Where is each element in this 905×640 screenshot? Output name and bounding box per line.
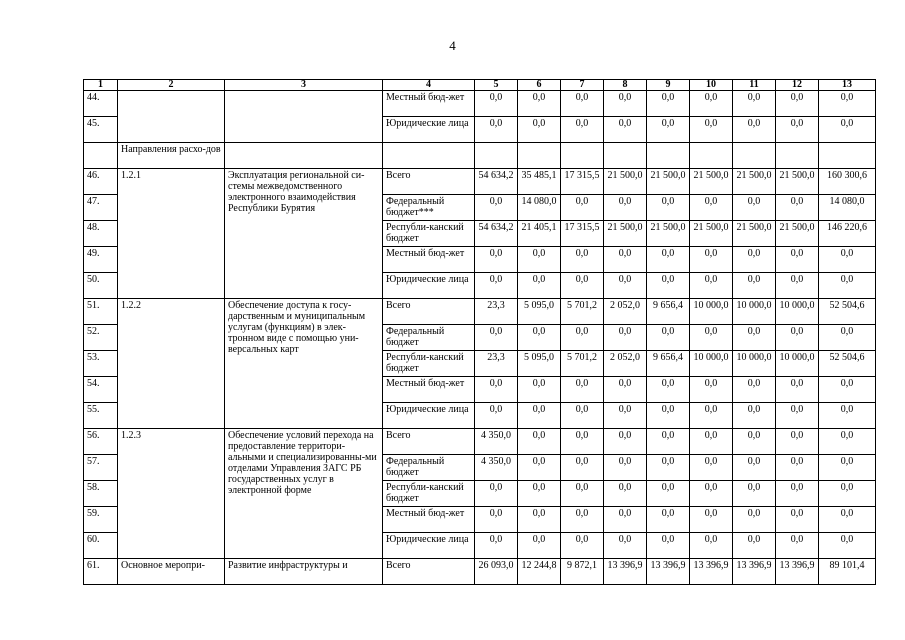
measure-code: 1.2.1 [118, 169, 225, 299]
amount-cell: 9 656,4 [647, 351, 690, 377]
amount-cell: 0,0 [561, 273, 604, 299]
amount-cell: 0,0 [604, 507, 647, 533]
amount-cell: 0,0 [819, 533, 876, 559]
funding-source: Всего [383, 169, 475, 195]
amount-cell: 0,0 [733, 455, 776, 481]
amount-cell: 12 244,8 [518, 559, 561, 585]
amount-cell: 0,0 [733, 481, 776, 507]
row-number: 55. [84, 403, 118, 429]
header-cell: 3 [225, 80, 383, 91]
amount-cell: 0,0 [647, 91, 690, 117]
amount-cell: 0,0 [561, 429, 604, 455]
empty-cell [647, 143, 690, 169]
amount-cell: 0,0 [604, 377, 647, 403]
budget-table [83, 79, 876, 585]
amount-cell: 0,0 [733, 429, 776, 455]
amount-cell: 35 485,1 [518, 169, 561, 195]
amount-cell: 10 000,0 [776, 351, 819, 377]
funding-source: Всего [383, 299, 475, 325]
amount-cell: 0,0 [819, 377, 876, 403]
header-cell: 8 [604, 80, 647, 91]
amount-cell: 0,0 [733, 91, 776, 117]
amount-cell: 0,0 [475, 273, 518, 299]
amount-cell: 0,0 [604, 429, 647, 455]
funding-source: Всего [383, 559, 475, 585]
amount-cell: 0,0 [690, 507, 733, 533]
amount-cell: 5 095,0 [518, 351, 561, 377]
amount-cell: 10 000,0 [690, 351, 733, 377]
amount-cell: 2 052,0 [604, 351, 647, 377]
amount-cell: 0,0 [733, 117, 776, 143]
measure-code: 1.2.3 [118, 429, 225, 559]
amount-cell: 0,0 [604, 481, 647, 507]
funding-source: Республи-канский бюджет [383, 221, 475, 247]
amount-cell: 0,0 [690, 325, 733, 351]
amount-cell: 0,0 [690, 117, 733, 143]
amount-cell: 0,0 [690, 247, 733, 273]
amount-cell: 0,0 [475, 91, 518, 117]
amount-cell: 17 315,5 [561, 221, 604, 247]
amount-cell: 0,0 [690, 403, 733, 429]
header-cell: 2 [118, 80, 225, 91]
amount-cell: 13 396,9 [604, 559, 647, 585]
amount-cell: 0,0 [819, 247, 876, 273]
amount-cell: 0,0 [475, 533, 518, 559]
header-cell: 4 [383, 80, 475, 91]
header-cell: 5 [475, 80, 518, 91]
funding-source: Всего [383, 429, 475, 455]
amount-cell: 13 396,9 [733, 559, 776, 585]
header-cell: 9 [647, 80, 690, 91]
row-number [84, 143, 118, 169]
row-number: 47. [84, 195, 118, 221]
amount-cell: 0,0 [561, 507, 604, 533]
amount-cell: 21 405,1 [518, 221, 561, 247]
header-cell: 7 [561, 80, 604, 91]
table-body [84, 91, 876, 585]
row-number: 54. [84, 377, 118, 403]
amount-cell: 0,0 [647, 533, 690, 559]
amount-cell: 0,0 [561, 533, 604, 559]
empty-cell [518, 143, 561, 169]
section-label: Направления расхо-дов [118, 143, 225, 169]
amount-cell: 54 634,2 [475, 169, 518, 195]
amount-cell: 0,0 [475, 117, 518, 143]
amount-cell: 0,0 [475, 403, 518, 429]
amount-cell: 0,0 [647, 455, 690, 481]
amount-cell: 0,0 [475, 247, 518, 273]
page-number: 4 [449, 38, 456, 53]
header-cell: 1 [84, 80, 118, 91]
amount-cell: 0,0 [604, 533, 647, 559]
measure-description: Обеспечение условий перехода на предоставление территори-альными и специализированны-ми отделами Управления ЗАГС РБ государственных услуг в электронной форме [225, 429, 383, 559]
amount-cell: 0,0 [561, 455, 604, 481]
amount-cell: 0,0 [604, 247, 647, 273]
amount-cell: 0,0 [647, 273, 690, 299]
amount-cell: 0,0 [518, 273, 561, 299]
amount-cell: 10 000,0 [733, 351, 776, 377]
amount-cell: 0,0 [776, 481, 819, 507]
amount-cell: 10 000,0 [776, 299, 819, 325]
row-number: 56. [84, 429, 118, 455]
empty-cell [690, 143, 733, 169]
empty-cell [733, 143, 776, 169]
amount-cell: 0,0 [647, 377, 690, 403]
funding-source: Юридические лица [383, 533, 475, 559]
amount-cell: 0,0 [776, 273, 819, 299]
amount-cell: 0,0 [647, 247, 690, 273]
empty-cell [225, 143, 383, 169]
empty-cell [604, 143, 647, 169]
amount-cell: 0,0 [647, 325, 690, 351]
funding-source: Федеральный бюджет [383, 325, 475, 351]
amount-cell: 0,0 [819, 117, 876, 143]
amount-cell: 0,0 [819, 481, 876, 507]
amount-cell: 89 101,4 [819, 559, 876, 585]
amount-cell: 0,0 [475, 325, 518, 351]
amount-cell: 0,0 [518, 455, 561, 481]
amount-cell: 21 500,0 [690, 169, 733, 195]
amount-cell: 5 701,2 [561, 351, 604, 377]
amount-cell: 5 701,2 [561, 299, 604, 325]
empty-cell [819, 143, 876, 169]
amount-cell: 0,0 [604, 91, 647, 117]
amount-cell: 0,0 [690, 481, 733, 507]
amount-cell: 0,0 [776, 117, 819, 143]
amount-cell: 0,0 [561, 377, 604, 403]
amount-cell: 0,0 [690, 377, 733, 403]
amount-cell: 0,0 [690, 91, 733, 117]
row-number: 48. [84, 221, 118, 247]
table-row [84, 169, 876, 195]
amount-cell: 21 500,0 [604, 221, 647, 247]
amount-cell: 0,0 [690, 273, 733, 299]
amount-cell: 23,3 [475, 299, 518, 325]
row-number: 58. [84, 481, 118, 507]
amount-cell: 0,0 [604, 325, 647, 351]
amount-cell: 0,0 [733, 247, 776, 273]
row-number: 57. [84, 455, 118, 481]
amount-cell: 0,0 [604, 117, 647, 143]
header-cell: 6 [518, 80, 561, 91]
amount-cell: 146 220,6 [819, 221, 876, 247]
funding-source: Местный бюд-жет [383, 91, 475, 117]
row-number: 61. [84, 559, 118, 585]
amount-cell: 9 872,1 [561, 559, 604, 585]
measure-description: Обеспечение доступа к госу-дарственным и муниципальным услугам (функциям) в элек-тронном виде с помощью уни-версальных карт [225, 299, 383, 429]
row-number: 60. [84, 533, 118, 559]
amount-cell: 0,0 [776, 377, 819, 403]
amount-cell: 10 000,0 [733, 299, 776, 325]
amount-cell: 21 500,0 [776, 221, 819, 247]
amount-cell: 0,0 [518, 481, 561, 507]
amount-cell: 160 300,6 [819, 169, 876, 195]
amount-cell: 0,0 [647, 429, 690, 455]
amount-cell: 52 504,6 [819, 299, 876, 325]
funding-source: Юридические лица [383, 403, 475, 429]
funding-source: Местный бюд-жет [383, 507, 475, 533]
amount-cell: 26 093,0 [475, 559, 518, 585]
amount-cell: 0,0 [561, 195, 604, 221]
amount-cell: 52 504,6 [819, 351, 876, 377]
empty-cell [383, 143, 475, 169]
amount-cell: 0,0 [776, 429, 819, 455]
row-number: 52. [84, 325, 118, 351]
amount-cell: 0,0 [604, 403, 647, 429]
row-number: 46. [84, 169, 118, 195]
funding-source: Местный бюд-жет [383, 377, 475, 403]
amount-cell: 0,0 [561, 325, 604, 351]
header-cell: 13 [819, 80, 876, 91]
amount-cell: 0,0 [518, 325, 561, 351]
funding-source: Юридические лица [383, 117, 475, 143]
amount-cell: 0,0 [604, 273, 647, 299]
amount-cell: 9 656,4 [647, 299, 690, 325]
amount-cell: 4 350,0 [475, 455, 518, 481]
amount-cell: 0,0 [647, 117, 690, 143]
amount-cell: 0,0 [647, 507, 690, 533]
amount-cell: 0,0 [776, 403, 819, 429]
amount-cell: 21 500,0 [776, 169, 819, 195]
amount-cell: 0,0 [604, 455, 647, 481]
measure-code [118, 91, 225, 143]
table-row [84, 429, 876, 455]
header-cell: 11 [733, 80, 776, 91]
amount-cell: 0,0 [733, 325, 776, 351]
amount-cell: 0,0 [518, 91, 561, 117]
amount-cell: 0,0 [776, 533, 819, 559]
row-number: 49. [84, 247, 118, 273]
measure-description: Эксплуатация региональной си-стемы межведомственного электронного взаимодействия Республики Бурятия [225, 169, 383, 299]
measure-code: 1.2.2 [118, 299, 225, 429]
amount-cell: 0,0 [518, 507, 561, 533]
amount-cell: 0,0 [475, 481, 518, 507]
table-row [84, 299, 876, 325]
amount-cell: 13 396,9 [776, 559, 819, 585]
funding-source: Федеральный бюджет [383, 455, 475, 481]
amount-cell: 0,0 [690, 195, 733, 221]
amount-cell: 0,0 [647, 481, 690, 507]
amount-cell: 0,0 [776, 91, 819, 117]
header-cell: 12 [776, 80, 819, 91]
funding-source: Республи-канский бюджет [383, 481, 475, 507]
amount-cell: 0,0 [819, 403, 876, 429]
measure-description: Развитие инфраструктуры и [225, 559, 383, 585]
empty-cell [475, 143, 518, 169]
funding-source: Республи-канский бюджет [383, 351, 475, 377]
amount-cell: 21 500,0 [647, 169, 690, 195]
amount-cell: 14 080,0 [819, 195, 876, 221]
amount-cell: 0,0 [518, 403, 561, 429]
amount-cell: 0,0 [518, 377, 561, 403]
table-row [84, 143, 876, 169]
row-number: 59. [84, 507, 118, 533]
row-number: 44. [84, 91, 118, 117]
amount-cell: 0,0 [819, 455, 876, 481]
amount-cell: 0,0 [776, 455, 819, 481]
amount-cell: 14 080,0 [518, 195, 561, 221]
amount-cell: 17 315,5 [561, 169, 604, 195]
amount-cell: 23,3 [475, 351, 518, 377]
amount-cell: 0,0 [690, 429, 733, 455]
row-number: 51. [84, 299, 118, 325]
amount-cell: 0,0 [776, 507, 819, 533]
amount-cell: 0,0 [776, 247, 819, 273]
amount-cell: 0,0 [819, 507, 876, 533]
amount-cell: 13 396,9 [647, 559, 690, 585]
amount-cell: 21 500,0 [604, 169, 647, 195]
amount-cell: 0,0 [733, 195, 776, 221]
row-number: 50. [84, 273, 118, 299]
amount-cell: 0,0 [647, 403, 690, 429]
amount-cell: 13 396,9 [690, 559, 733, 585]
amount-cell: 0,0 [776, 195, 819, 221]
row-number: 53. [84, 351, 118, 377]
amount-cell: 21 500,0 [733, 169, 776, 195]
amount-cell: 0,0 [518, 117, 561, 143]
header-row [84, 80, 876, 91]
amount-cell: 2 052,0 [604, 299, 647, 325]
amount-cell: 5 095,0 [518, 299, 561, 325]
amount-cell: 0,0 [733, 533, 776, 559]
amount-cell: 21 500,0 [733, 221, 776, 247]
amount-cell: 0,0 [475, 195, 518, 221]
empty-cell [776, 143, 819, 169]
amount-cell: 0,0 [518, 429, 561, 455]
amount-cell: 0,0 [733, 273, 776, 299]
amount-cell: 0,0 [733, 507, 776, 533]
amount-cell: 10 000,0 [690, 299, 733, 325]
measure-code: Основное меропри- [118, 559, 225, 585]
amount-cell: 0,0 [819, 273, 876, 299]
amount-cell: 0,0 [776, 325, 819, 351]
amount-cell: 0,0 [561, 481, 604, 507]
empty-cell [561, 143, 604, 169]
amount-cell: 0,0 [475, 507, 518, 533]
amount-cell: 0,0 [561, 117, 604, 143]
amount-cell: 0,0 [647, 195, 690, 221]
amount-cell: 0,0 [604, 195, 647, 221]
amount-cell: 0,0 [518, 533, 561, 559]
amount-cell: 0,0 [561, 91, 604, 117]
measure-description [225, 91, 383, 143]
amount-cell: 0,0 [690, 455, 733, 481]
table-row [84, 91, 876, 117]
amount-cell: 0,0 [561, 247, 604, 273]
amount-cell: 4 350,0 [475, 429, 518, 455]
amount-cell: 0,0 [561, 403, 604, 429]
amount-cell: 0,0 [819, 429, 876, 455]
amount-cell: 0,0 [733, 403, 776, 429]
header-cell: 10 [690, 80, 733, 91]
amount-cell: 0,0 [518, 247, 561, 273]
funding-source: Местный бюд-жет [383, 247, 475, 273]
amount-cell: 54 634,2 [475, 221, 518, 247]
amount-cell: 0,0 [733, 377, 776, 403]
amount-cell: 0,0 [819, 325, 876, 351]
table-row [84, 559, 876, 585]
row-number: 45. [84, 117, 118, 143]
amount-cell: 0,0 [475, 377, 518, 403]
amount-cell: 21 500,0 [690, 221, 733, 247]
funding-source: Федеральный бюджет*** [383, 195, 475, 221]
amount-cell: 0,0 [690, 533, 733, 559]
amount-cell: 21 500,0 [647, 221, 690, 247]
funding-source: Юридические лица [383, 273, 475, 299]
amount-cell: 0,0 [819, 91, 876, 117]
